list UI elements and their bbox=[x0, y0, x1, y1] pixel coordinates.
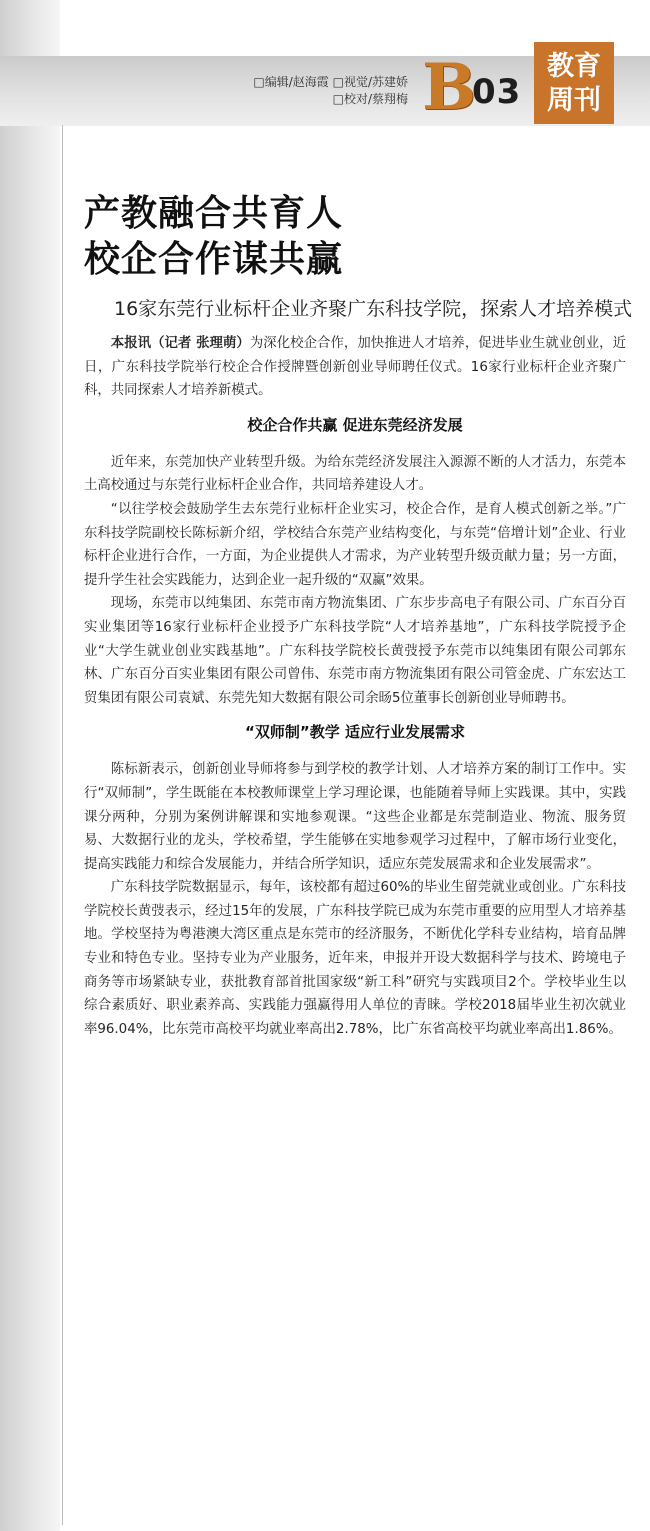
lede-byline: 本报讯（记者 张理萌） bbox=[110, 336, 250, 351]
subheadline: 16家东莞行业标杆企业齐聚广东科技学院，探索人才培养模式 bbox=[114, 298, 633, 320]
editor-credits bbox=[168, 74, 408, 108]
body-paragraph: “以往学校会鼓励学生去东莞行业标杆企业实习，校企合作，是育人模式创新之举。”广东科技学院副校长陈标新介绍，学校结合东莞产业结构变化，与东莞“倍增计划”企业、行业标杆企业进行合作，一方面，为企业提供人才需求，为产业转型升级贡献力量；另一方面，提升学生社会实践能力，达到企业一起升级的“双赢”效果。 bbox=[84, 501, 626, 588]
credits-line-2: □校对/蔡翔梅 bbox=[332, 92, 408, 106]
headline bbox=[84, 190, 644, 282]
body-paragraph: 现场，东莞市以纯集团、东莞市南方物流集团、广东步步高电子有限公司、广东百分百实业集团等16家行业标杆企业授予广东科技学院“人才培养基地”，广东科技学院授予企业“大学生就业创业实践基地”。广东科技学院校长黄弢授予东莞市以纯集团有限公司郭东林、广东百分百实业集团有限公司曾伟、东莞市南方物流集团有限公司管金虎、广东宏达工贸集团有限公司袁斌、东莞先知大数据有限公司余旸5位董事长创新创业导师聘书。 bbox=[84, 596, 626, 706]
column-name-line-2: 周刊 bbox=[547, 85, 601, 116]
body-paragraph: 陈标新表示，创新创业导师将参与到学校的教学计划、人才培养方案的制订工作中。实行“双师制”，学生既能在本校教师课堂上学习理论课，也能随着导师上实践课。其中，实践课分两种，分别为案例讲解课和实地参观课。“这些企业都是东莞制造业、物流、服务贸易、大数据行业的龙头，学校希望，学生能够在实地参观学习过程中，了解市场行业变化，提高实践能力和综合发展能力，并结合所学知识，适应东莞发展需求和企业发展需求”。 bbox=[84, 762, 626, 872]
section-letter: B bbox=[422, 50, 477, 125]
lede-paragraph bbox=[84, 332, 626, 403]
column-rule bbox=[62, 125, 63, 1525]
lede-text: 为深化校企合作，加快推进人才培养，促进毕业生就业创业，近日，广东科技学院举行校企合作授牌暨创新创业导师聘任仪式。16家行业标杆企业齐聚广科，共同探索人才培养新模式。 bbox=[84, 336, 626, 399]
column-name-line-1: 教育 bbox=[547, 51, 601, 82]
headline-line-1: 产教融合共育人 bbox=[84, 192, 344, 234]
page-number: 03 bbox=[472, 72, 522, 112]
body-paragraph: 广东科技学院数据显示，每年，该校都有超过60%的毕业生留莞就业或创业。广东科技学院校长黄弢表示，经过15年的发展，广东科技学院已成为东莞市重要的应用型人才培养基地。学校坚持为粤港澳大湾区重点是东莞市的经济服务，不断优化学科专业结构，培育品牌专业和特色专业。坚持专业为产业服务，近年来，申报并开设大数据科学与技术、跨境电子商务等市场紧缺专业，获批教育部首批国家级“新工科”研究与实践项目2个。学校毕业生以综合素质好、职业素养高、实践能力强赢得用人单位的青睐。学校2018届毕业生初次就业率96.04%，比东莞市高校平均就业率高出2.78%，比广东省高校平均就业率高出1.86%。 bbox=[84, 880, 626, 1037]
section-heading-1: 校企合作共赢 促进东莞经济发展 bbox=[247, 415, 463, 434]
body-paragraph: 近年来，东莞加快产业转型升级。为给东莞经济发展注入源源不断的人才活力，东莞本土高校通过与东莞行业标杆企业合作，共同培养建设人才。 bbox=[84, 454, 626, 494]
article bbox=[84, 190, 644, 1041]
column-badge bbox=[534, 42, 614, 124]
article-body bbox=[84, 332, 626, 1041]
page-gutter-shadow bbox=[0, 0, 60, 1531]
section-heading-2: “双师制”教学 适应行业发展需求 bbox=[245, 723, 465, 742]
headline-line-2: 校企合作谋共赢 bbox=[84, 238, 344, 280]
credits-line-1: □编辑/赵海霞 □视觉/苏建娇 bbox=[253, 75, 408, 89]
